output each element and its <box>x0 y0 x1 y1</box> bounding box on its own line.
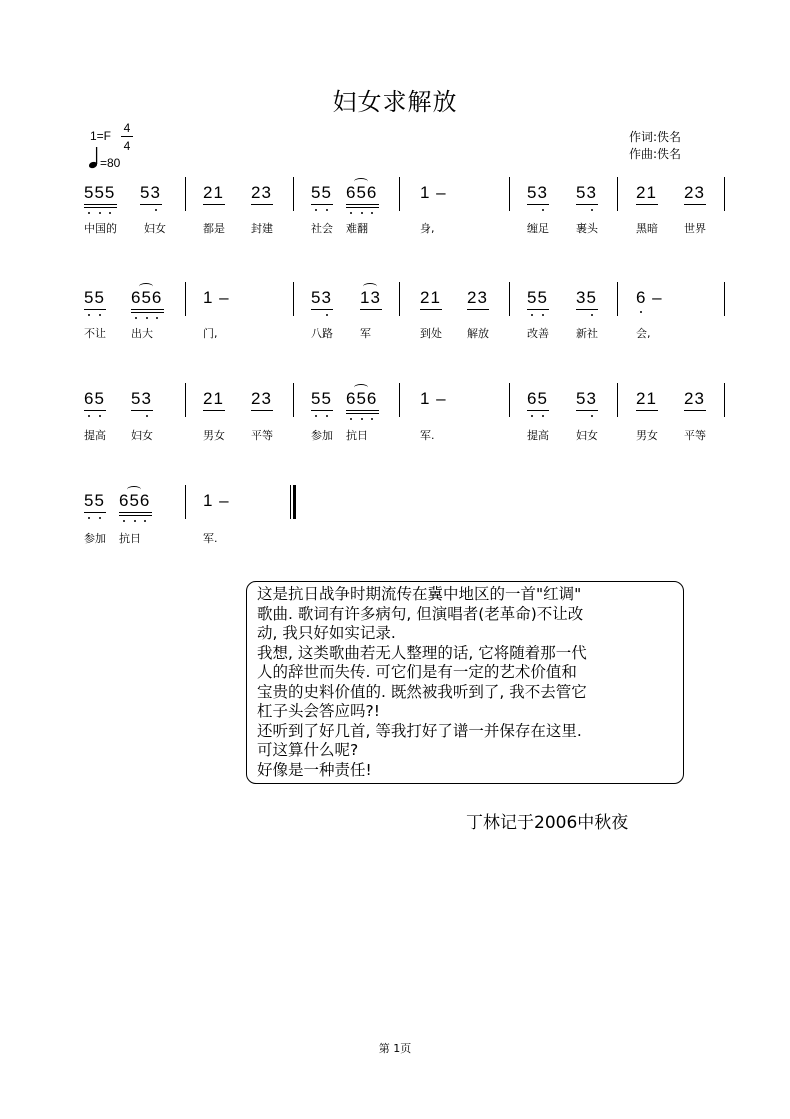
underline-beam <box>576 410 598 411</box>
lyric-syllable: 改善 <box>527 327 549 340</box>
lyric-syllable: 平等 <box>251 429 273 442</box>
note-group <box>636 183 657 205</box>
lyric-syllable: 军. <box>203 532 218 545</box>
underline-beam <box>84 207 117 208</box>
low-octave-dot <box>135 317 137 319</box>
lyric-syllable: 男女 <box>636 429 658 442</box>
underline-beam <box>527 204 549 205</box>
note-group <box>84 288 105 310</box>
annotation-line: 歌曲. 歌词有许多病句, 但演唱者(老革命)不让改 <box>257 604 584 623</box>
low-octave-dot <box>350 418 352 420</box>
note-group <box>140 183 161 205</box>
note-group <box>527 389 548 411</box>
note-digits: 55 <box>311 183 332 202</box>
lyric-syllable: 黑暗 <box>636 222 658 235</box>
bar-line <box>724 383 725 417</box>
note-group <box>420 389 447 411</box>
note-group <box>251 183 272 205</box>
underline-beam <box>527 410 549 411</box>
low-octave-dot <box>315 209 317 211</box>
low-octave-dot <box>156 317 158 319</box>
note-digits: 23 <box>684 183 705 202</box>
note-group <box>203 183 224 205</box>
underline-beam <box>467 309 489 310</box>
underline-beam <box>346 413 379 414</box>
low-octave-dot <box>109 212 111 214</box>
low-octave-dot <box>146 415 148 417</box>
lyric-syllable: 抗日 <box>119 532 141 545</box>
lyric-syllable: 男女 <box>203 429 225 442</box>
lyric-syllable: 平等 <box>684 429 706 442</box>
underline-beam <box>203 410 225 411</box>
note-digits: 55 <box>84 491 105 510</box>
underline-beam <box>346 207 379 208</box>
lyric-syllable: 中国的 <box>84 222 117 235</box>
low-octave-dot <box>155 209 157 211</box>
underline-beam <box>131 410 153 411</box>
low-octave-dot <box>326 314 328 316</box>
underline-beam <box>346 410 379 411</box>
underline-beam <box>684 204 706 205</box>
underline-beam <box>251 204 273 205</box>
lyric-syllable: 军. <box>420 429 435 442</box>
slur-mark <box>354 384 368 391</box>
low-octave-dot <box>542 314 544 316</box>
final-bar-thick <box>293 485 296 519</box>
note-group <box>420 288 441 310</box>
underline-beam <box>84 204 117 205</box>
note-group <box>684 389 705 411</box>
note-group <box>346 183 377 205</box>
annotation-line: 人的辞世而失传. 可它们是有一定的艺术价值和 <box>257 663 577 681</box>
lyric-syllable: 门, <box>203 327 218 340</box>
note-group <box>84 491 105 513</box>
note-group <box>84 183 115 205</box>
low-octave-dot <box>371 212 373 214</box>
low-octave-dot <box>640 311 642 313</box>
final-bar-thin <box>290 485 291 519</box>
annotation-line: 还听到了好几首, 等我打好了谱一并保存在这里. <box>257 721 582 740</box>
key-signature: 1=F <box>90 129 112 143</box>
lyric-syllable: 妇女 <box>576 429 598 442</box>
bar-line <box>293 282 294 316</box>
note-digits: 656 <box>346 389 378 408</box>
annotation-line: 好像是一种责任! <box>257 760 372 779</box>
underline-beam <box>140 204 162 205</box>
annotation-line: 可这算什么呢? <box>257 741 359 759</box>
note-group <box>527 288 548 310</box>
underline-beam <box>119 512 152 513</box>
note-group <box>636 389 657 411</box>
low-octave-dot <box>542 415 544 417</box>
note-digits: 13 <box>360 288 381 307</box>
lyric-syllable: 都是 <box>203 222 225 235</box>
lyric-syllable: 身, <box>420 222 435 235</box>
composer-credit: 作曲:佚名 <box>629 147 682 161</box>
low-octave-dot <box>531 415 533 417</box>
low-octave-dot <box>361 212 363 214</box>
underline-beam <box>576 309 598 310</box>
signature: 丁林记于2006中秋夜 <box>466 813 629 833</box>
underline-beam <box>251 410 273 411</box>
underline-beam <box>84 410 106 411</box>
bar-line <box>399 177 400 211</box>
underline-beam <box>119 515 152 516</box>
annotation-line: 我想, 这类歌曲若无人整理的话, 它将随着那一代 <box>257 643 587 662</box>
note-group <box>203 389 224 411</box>
annotation-box <box>246 581 684 784</box>
annotation-line: 宝贵的史料价值的. 既然被我听到了, 我不去管它 <box>257 682 587 701</box>
low-octave-dot <box>315 415 317 417</box>
note-group <box>576 288 597 310</box>
underline-beam <box>527 309 549 310</box>
note-digits: 23 <box>467 288 488 307</box>
quarter-note-icon <box>88 146 100 170</box>
note-group <box>119 491 150 513</box>
lyric-syllable: 参加 <box>311 429 333 442</box>
low-octave-dot <box>88 314 90 316</box>
low-octave-dot <box>361 418 363 420</box>
bar-line <box>724 282 725 316</box>
note-digits: 656 <box>131 288 163 307</box>
note-group <box>311 389 332 411</box>
lyric-syllable: 解放 <box>467 327 489 340</box>
low-octave-dot <box>531 314 533 316</box>
note-group <box>203 288 230 310</box>
note-digits: 55 <box>84 288 105 307</box>
note-digits: 555 <box>84 183 116 202</box>
lyric-syllable: 军 <box>360 327 371 340</box>
lyric-syllable: 裹头 <box>576 222 598 235</box>
bar-line <box>617 383 618 417</box>
underline-beam <box>346 204 379 205</box>
note-group <box>131 389 152 411</box>
note-digits: 1 – <box>203 288 230 307</box>
bar-line <box>185 383 186 417</box>
lyric-syllable: 参加 <box>84 532 106 545</box>
low-octave-dot <box>146 317 148 319</box>
low-octave-dot <box>326 415 328 417</box>
note-digits: 23 <box>684 389 705 408</box>
note-digits: 65 <box>527 389 548 408</box>
lyric-syllable: 八路 <box>311 327 333 340</box>
time-signature-bottom: 4 <box>123 139 131 153</box>
annotation-line: 这是抗日战争时期流传在冀中地区的一首"红调" <box>257 585 582 603</box>
underline-beam <box>360 309 382 310</box>
slur-mark <box>354 178 368 185</box>
lyric-syllable: 出大 <box>131 327 153 340</box>
low-octave-dot <box>99 415 101 417</box>
note-digits: 21 <box>203 183 224 202</box>
bar-line <box>185 177 186 211</box>
tempo-marking: =80 <box>100 156 121 170</box>
note-digits: 1 – <box>203 491 230 510</box>
note-digits: 53 <box>140 183 161 202</box>
note-digits: 55 <box>527 288 548 307</box>
note-group <box>311 288 332 310</box>
lyric-syllable: 新社 <box>576 327 598 340</box>
note-digits: 6 – <box>636 288 663 307</box>
underline-beam <box>84 309 106 310</box>
bar-line <box>399 383 400 417</box>
underline-beam <box>684 410 706 411</box>
note-digits: 55 <box>311 389 332 408</box>
note-digits: 53 <box>131 389 152 408</box>
bar-line <box>724 177 725 211</box>
note-digits: 53 <box>576 389 597 408</box>
lyric-syllable: 社会 <box>311 222 333 235</box>
lyric-syllable: 到处 <box>420 327 442 340</box>
note-digits: 65 <box>84 389 105 408</box>
lyric-syllable: 会, <box>636 327 651 340</box>
note-group <box>576 183 597 205</box>
time-signature-top: 4 <box>123 121 131 135</box>
low-octave-dot <box>591 209 593 211</box>
low-octave-dot <box>88 517 90 519</box>
underline-beam <box>131 309 164 310</box>
note-digits: 53 <box>311 288 332 307</box>
lyric-syllable: 提高 <box>527 429 549 442</box>
bar-line <box>509 282 510 316</box>
lyric-syllable: 难翻 <box>346 222 368 235</box>
note-digits: 656 <box>119 491 151 510</box>
note-group <box>131 288 162 310</box>
bar-line <box>617 177 618 211</box>
bar-line <box>185 282 186 316</box>
low-octave-dot <box>99 517 101 519</box>
note-digits: 35 <box>576 288 597 307</box>
note-digits: 1 – <box>420 183 447 202</box>
underline-beam <box>203 204 225 205</box>
slur-mark <box>127 486 141 493</box>
lyric-syllable: 妇女 <box>131 429 153 442</box>
note-digits: 21 <box>420 288 441 307</box>
note-group <box>420 183 447 205</box>
underline-beam <box>131 312 164 313</box>
low-octave-dot <box>88 415 90 417</box>
low-octave-dot <box>350 212 352 214</box>
low-octave-dot <box>326 209 328 211</box>
note-digits: 53 <box>527 183 548 202</box>
note-group <box>84 389 105 411</box>
note-group <box>467 288 488 310</box>
low-octave-dot <box>542 209 544 211</box>
low-octave-dot <box>591 415 593 417</box>
low-octave-dot <box>591 314 593 316</box>
song-title: 妇女求解放 <box>332 88 458 116</box>
note-group <box>636 288 663 310</box>
slur-mark <box>139 283 153 290</box>
lyric-syllable: 封建 <box>251 222 273 235</box>
low-octave-dot <box>99 212 101 214</box>
note-digits: 23 <box>251 389 272 408</box>
note-group <box>360 288 381 310</box>
annotation-line: 动, 我只好如实记录. <box>257 624 396 642</box>
lyricist-credit: 作词:佚名 <box>629 130 682 144</box>
note-group <box>684 183 705 205</box>
low-octave-dot <box>123 520 125 522</box>
bar-line <box>293 177 294 211</box>
bar-line <box>293 383 294 417</box>
lyric-syllable: 妇女 <box>144 222 166 235</box>
note-digits: 21 <box>636 389 657 408</box>
bar-line <box>509 177 510 211</box>
underline-beam <box>636 204 658 205</box>
lyric-syllable: 提高 <box>84 429 106 442</box>
bar-line <box>399 282 400 316</box>
underline-beam <box>420 309 442 310</box>
underline-beam <box>311 309 333 310</box>
underline-beam <box>311 410 333 411</box>
note-digits: 21 <box>203 389 224 408</box>
note-group <box>346 389 377 411</box>
note-digits: 1 – <box>420 389 447 408</box>
lyric-syllable: 不让 <box>84 327 106 340</box>
lyric-syllable: 缠足 <box>527 222 549 235</box>
note-group <box>251 389 272 411</box>
note-digits: 23 <box>251 183 272 202</box>
note-group <box>203 491 230 513</box>
note-digits: 21 <box>636 183 657 202</box>
bar-line <box>509 383 510 417</box>
low-octave-dot <box>371 418 373 420</box>
note-group <box>527 183 548 205</box>
slur-mark <box>363 283 377 290</box>
low-octave-dot <box>88 212 90 214</box>
annotation-line: 杠子头会答应吗?! <box>257 702 380 720</box>
bar-line <box>617 282 618 316</box>
page-number: 第 1页 <box>378 1042 412 1055</box>
note-group <box>311 183 332 205</box>
note-digits: 53 <box>576 183 597 202</box>
bar-line <box>185 485 186 519</box>
underline-beam <box>636 410 658 411</box>
lyric-syllable: 世界 <box>684 222 706 235</box>
time-signature-divider <box>121 136 133 137</box>
low-octave-dot <box>99 314 101 316</box>
note-group <box>576 389 597 411</box>
underline-beam <box>311 204 333 205</box>
underline-beam <box>84 512 106 513</box>
note-digits: 656 <box>346 183 378 202</box>
low-octave-dot <box>144 520 146 522</box>
low-octave-dot <box>134 520 136 522</box>
underline-beam <box>576 204 598 205</box>
lyric-syllable: 抗日 <box>346 429 368 442</box>
